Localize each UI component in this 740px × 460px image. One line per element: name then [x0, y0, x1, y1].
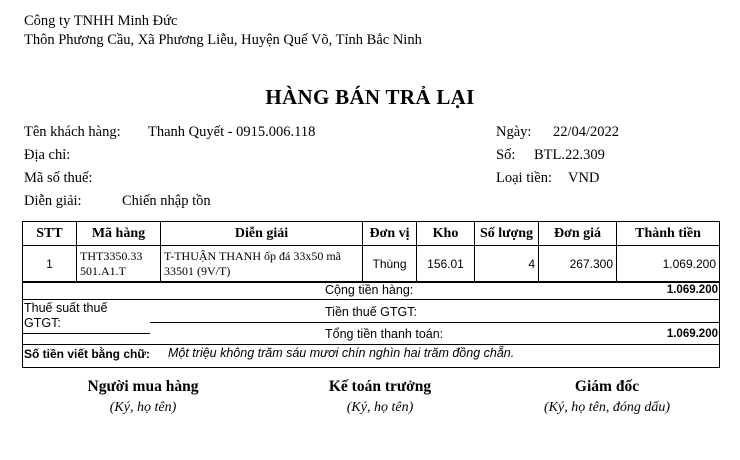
signature-buyer-title: Người mua hàng: [87, 378, 199, 395]
header-qty: Số lượng: [475, 222, 539, 246]
subtotal-value: 1.069.200: [666, 284, 718, 296]
signature-accountant-title: Kế toán trưởng: [328, 378, 432, 395]
summary-bottom-border: [22, 367, 720, 368]
summary-divider-2: [150, 322, 720, 323]
signature-director: [507, 378, 707, 416]
header-price: Đơn giá: [539, 222, 617, 246]
row-code: THT3350.33 501.A1.T: [77, 246, 161, 283]
items-table: [22, 221, 720, 283]
vat-rate-underline: [22, 333, 150, 334]
signature-accountant-sub: (Ký, họ tên): [346, 400, 414, 415]
row-price: 267.300: [539, 246, 617, 283]
signature-buyer-sub: (Ký, họ tên): [109, 400, 177, 415]
row-warehouse: 156.01: [417, 246, 475, 283]
row-amount: 1.069.200: [617, 246, 720, 283]
number-value: BTL.22.309: [534, 147, 605, 163]
vat-label: Tiền thuế GTGT:: [325, 305, 417, 319]
signature-director-sub: (Ký, họ tên, đóng dấu): [544, 400, 670, 415]
header-unit: Đơn vị: [363, 222, 417, 246]
header-stt: STT: [23, 222, 77, 246]
company-address: Thôn Phương Cầu, Xã Phương Liễu, Huyện Quế Võ, Tỉnh Bắc Ninh: [24, 32, 422, 48]
date-value: 22/04/2022: [553, 124, 620, 140]
currency-label: Loại tiền:: [496, 170, 552, 186]
table-row: [23, 246, 720, 283]
row-unit: Thùng: [363, 246, 417, 283]
signature-accountant: [280, 378, 480, 416]
header-amount: Thành tiền: [617, 222, 720, 246]
subtotal-label: Cộng tiền hàng:: [325, 283, 414, 297]
header-warehouse: Kho: [417, 222, 475, 246]
company-name: Công ty TNHH Minh Đức: [24, 13, 178, 29]
summary-top-border: [22, 281, 720, 282]
summary-left-border: [22, 281, 23, 368]
header-code: Mã hàng: [77, 222, 161, 246]
signature-director-title: Giám đốc: [574, 378, 640, 395]
note-value: Chiến nhập tồn: [122, 193, 211, 209]
header-desc: Diễn giải: [161, 222, 363, 246]
company-header: [24, 12, 422, 50]
row-stt: 1: [23, 246, 77, 283]
summary-right-border: [719, 281, 720, 368]
date-label: Ngày:: [496, 124, 532, 140]
currency-value: VND: [568, 170, 600, 186]
table-header-row: [23, 222, 720, 246]
address-label: Địa chỉ:: [24, 147, 71, 163]
total-value: 1.069.200: [666, 328, 718, 340]
customer-value: Thanh Quyết - 0915.006.118: [148, 124, 316, 140]
summary-divider-1: [22, 299, 720, 300]
vat-rate-label: Thuế suất thuế GTGT:: [24, 301, 108, 330]
amount-in-words-value: Một triệu không trăm sáu mươi chín nghìn hai trăm đồng chẵn.: [168, 346, 515, 360]
note-label: Diễn giải:: [24, 193, 82, 209]
number-label: Số:: [496, 147, 516, 163]
document-title: HÀNG BÁN TRẢ LẠI: [265, 85, 475, 109]
total-label: Tổng tiền thanh toán:: [325, 327, 444, 341]
customer-label: Tên khách hàng:: [24, 124, 121, 140]
signature-buyer: [43, 378, 243, 416]
amount-in-words-label: Số tiền viết bằng chữ:: [24, 347, 151, 361]
row-qty: 4: [475, 246, 539, 283]
tax-code-label: Mã số thuế:: [24, 170, 93, 186]
row-desc: T-THUẬN THANH ốp đá 33x50 mã 33501 (9V/T): [161, 246, 363, 283]
summary-divider-3: [22, 344, 720, 345]
